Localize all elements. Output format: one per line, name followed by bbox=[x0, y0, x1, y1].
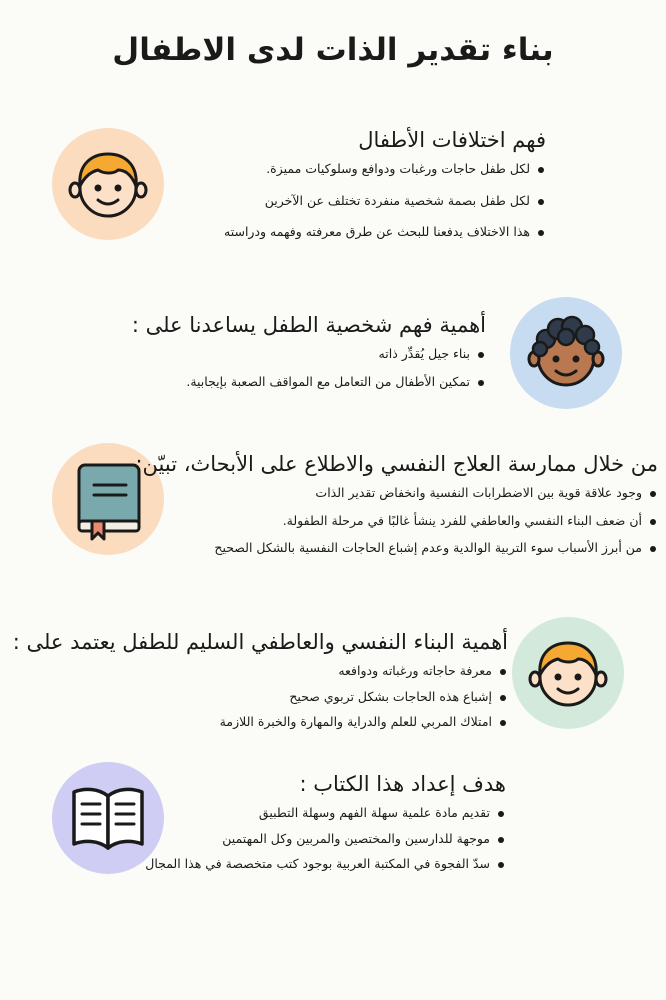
section-heading: أهمية البناء النفسي والعاطفي السليم للطفل يعتمد على : bbox=[12, 630, 508, 654]
child-face-icon bbox=[512, 617, 624, 729]
list-item: سدّ الفجوة في المكتبة العربية بوجود كتب متخصصة في هذا المجال bbox=[145, 855, 506, 873]
list-item: لكل طفل حاجات ورغبات ودوافع وسلوكيات مميزة. bbox=[224, 160, 546, 178]
section-heading: فهم اختلافات الأطفال bbox=[358, 128, 546, 152]
page-title: بناء تقدير الذات لدى الاطفال bbox=[112, 32, 554, 68]
list-item: أن ضعف البناء النفسي والعاطفي للفرد ينشأ غالبًا في مرحلة الطفولة. bbox=[135, 512, 658, 530]
list-item: من أبرز الأسباب سوء التربية الوالدية وعدم إشباع الحاجات النفسية بالشكل الصحيح bbox=[135, 539, 658, 557]
section-personality-importance bbox=[132, 313, 486, 400]
bullet-list bbox=[145, 804, 506, 873]
bullet-list bbox=[224, 160, 546, 241]
list-item: لكل طفل بصمة شخصية منفردة تختلف عن الآخرين bbox=[224, 192, 546, 210]
section-heading: أهمية فهم شخصية الطفل يساعدنا على : bbox=[131, 313, 486, 337]
list-item: هذا الاختلاف يدفعنا للبحث عن طرق معرفته وفهمه ودراسته bbox=[224, 223, 546, 241]
section-book-goal bbox=[145, 772, 506, 881]
list-item: بناء جيل يُقدِّر ذاته bbox=[132, 345, 486, 363]
section-heading: من خلال ممارسة العلاج النفسي والاطلاع على الأبحاث، تبيّن: bbox=[135, 452, 658, 476]
bullet-list bbox=[135, 484, 658, 557]
list-item: تمكين الأطفال من التعامل مع المواقف الصعبة بإيجابية. bbox=[132, 373, 486, 391]
section-emotional-foundation bbox=[13, 630, 508, 739]
section-1-illustration bbox=[52, 128, 164, 240]
list-item: معرفة حاجاته ورغباته ودوافعه bbox=[13, 662, 508, 680]
section-2-illustration bbox=[510, 297, 622, 409]
list-item: امتلاك المربي للعلم والدراية والمهارة والخبرة اللازمة bbox=[13, 713, 508, 731]
bullet-list bbox=[132, 345, 486, 390]
section-research-findings bbox=[135, 452, 658, 567]
list-item: إشباع هذه الحاجات بشكل تربوي صحيح bbox=[13, 688, 508, 706]
section-4-illustration bbox=[512, 617, 624, 729]
child-face-icon bbox=[52, 128, 164, 240]
list-item: وجود علاقة قوية بين الاضطرابات النفسية وانخفاض تقدير الذات bbox=[135, 484, 658, 502]
curly-hair-child-icon bbox=[510, 297, 622, 409]
section-understanding-differences bbox=[224, 128, 546, 255]
section-heading: هدف إعداد هذا الكتاب : bbox=[299, 772, 506, 796]
bullet-list bbox=[13, 662, 508, 731]
list-item: تقديم مادة علمية سهلة الفهم وسهلة التطبيق bbox=[145, 804, 506, 822]
list-item: موجهة للدارسين والمختصين والمربين وكل المهتمين bbox=[145, 830, 506, 848]
